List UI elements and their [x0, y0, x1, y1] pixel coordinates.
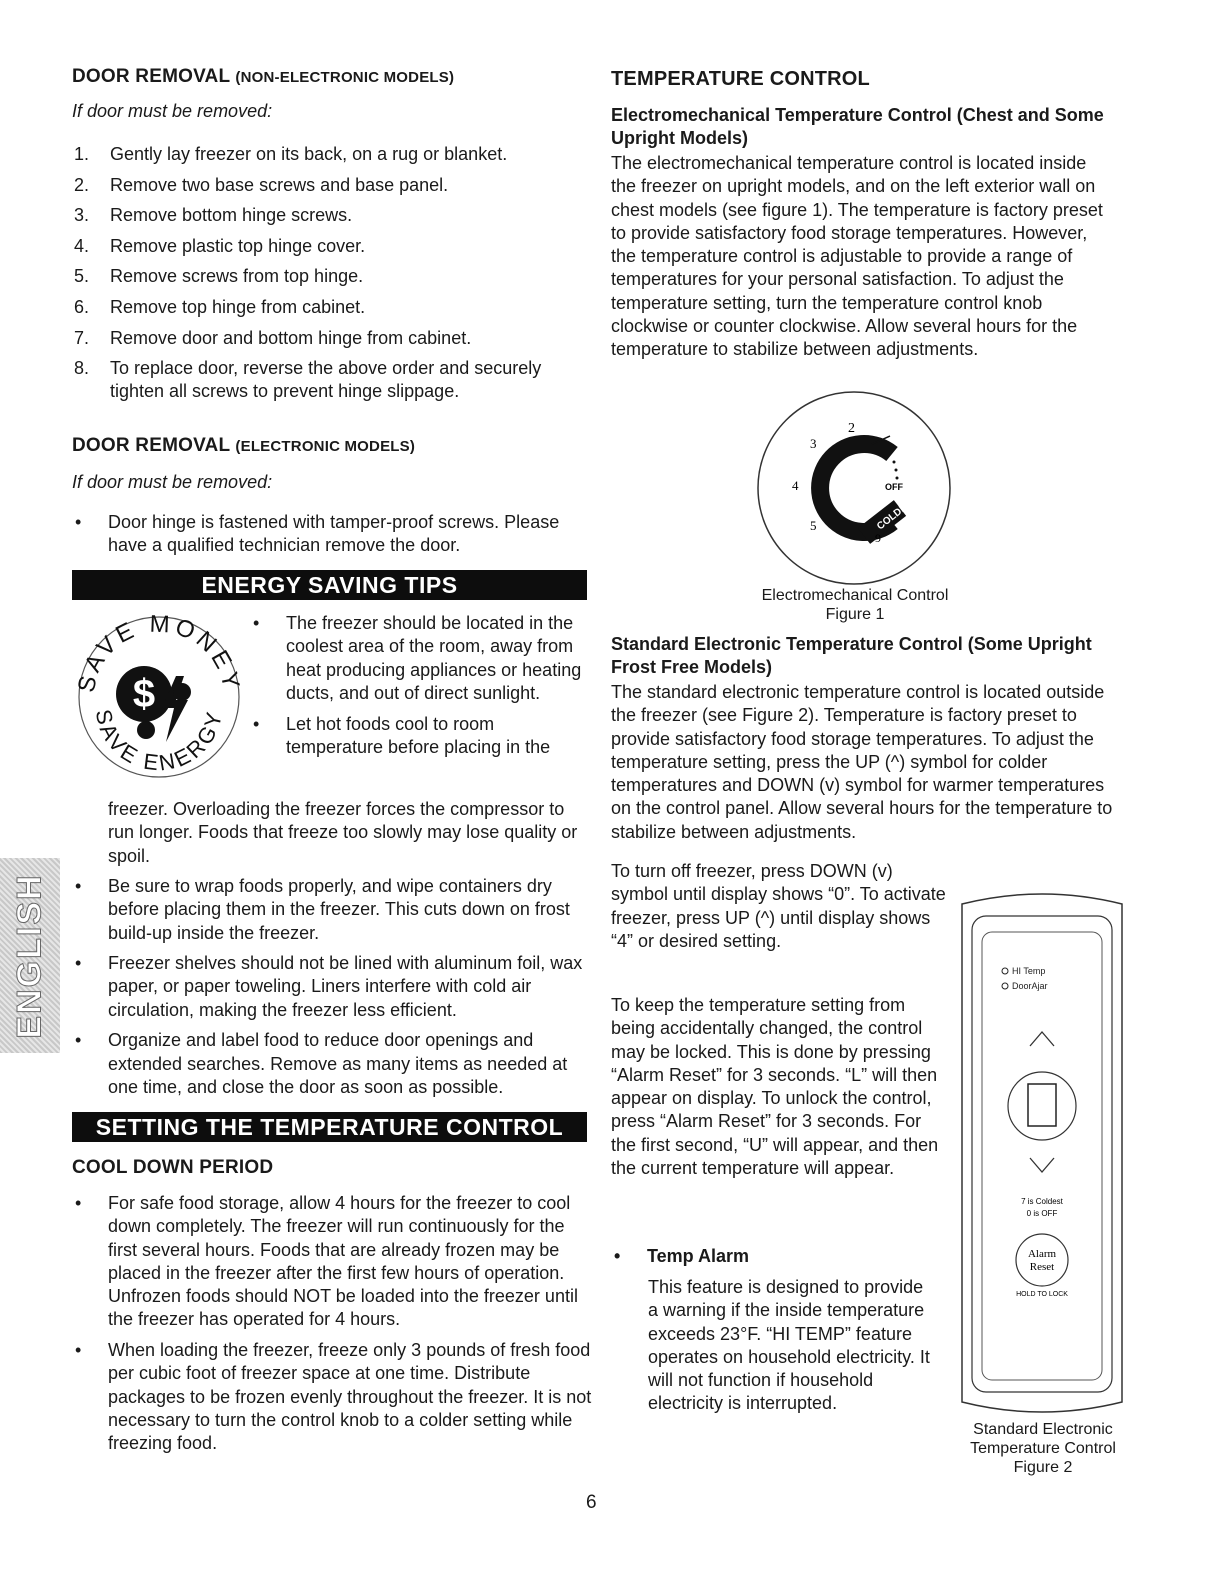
energy-saving-tips-banner: ENERGY SAVING TIPS	[72, 570, 587, 600]
list-item: 7. Remove door and bottom hinge from cabinet.	[74, 327, 472, 348]
standard-electronic-text: The standard electronic temperature control is located outside the freezer (see Figure 2). Temperature is factory preset to provide satisfactory food storage temperatures. To adjust the temperature setting, press the UP (^) symbol for colder temperatures and DOWN (v) symbol for warmer temperatures on the control panel. Allow several hours for the temperature to stabilize between adjustments.	[611, 682, 1113, 842]
temp-alarm-list	[611, 1245, 931, 1276]
energy-tip-continued: freezer. Overloading the freezer forces the compressor to run longer. Foods that freeze too slowly may lose quality or spoil.	[108, 799, 578, 866]
list-item: • For safe food storage, allow 4 hours for the freezer to cool down completely. The freezer will run continuously for the first several hours. Foods that are already frozen may be placed in the freezer after the first few hours of operation. Unfrozen foods should NOT be loaded into the freezer until the freezer has operated for 4 hours.	[75, 1193, 578, 1330]
temperature-dial-icon	[752, 384, 962, 594]
list-item: • Door hinge is fastened with tamper-proof screws. Please have a qualified technician remove the door.	[75, 512, 560, 556]
svg-text:SAVE ENERGY: SAVE ENERGY	[90, 707, 228, 776]
svg-text:2: 2	[848, 421, 855, 436]
control-panel-icon	[956, 888, 1128, 1418]
door-removal-subtitle: If door must be removed:	[72, 101, 273, 121]
list-item: 3. Remove bottom hinge screws.	[74, 205, 353, 226]
svg-text:5: 5	[810, 518, 817, 533]
english-side-tab: ENGLISH	[0, 858, 60, 1053]
save-money-logo	[66, 612, 252, 782]
svg-text:Alarm: Alarm	[1027, 1248, 1057, 1260]
page-number: 6	[586, 1492, 597, 1513]
door-removal-steps	[74, 143, 574, 411]
door-removal-non-electronic-title: DOOR REMOVAL (NON-ELECTRONIC MODELS)	[72, 66, 455, 87]
svg-text:$: $	[132, 672, 156, 716]
list-item: 2. Remove two base screws and base panel.	[74, 174, 449, 195]
energy-tips-bullets	[72, 875, 592, 1107]
list-item: • When loading the freezer, freeze only 3 pounds of fresh food per cubic foot of freezer space at one time. Distribute packages to be frozen evenly throughout the freezer. It is not necessary to turn the control knob to a colder setting while freezing food.	[75, 1340, 592, 1454]
svg-text:7 is Coldest: 7 is Coldest	[1021, 1197, 1063, 1206]
svg-text:OFF: OFF	[885, 482, 903, 492]
list-item: 6. Remove top hinge from cabinet.	[74, 296, 366, 317]
svg-text:3: 3	[810, 436, 817, 451]
list-item: • Temp Alarm	[614, 1246, 750, 1266]
list-item: • Organize and label food to reduce door openings and extended searches. Remove as many items as needed at one time, and close the door as soon as possible.	[75, 1030, 568, 1097]
list-item: 8. To replace door, reverse the above order and securely tighten all screws to prevent hinge slippage.	[74, 358, 542, 402]
save-money-save-energy-icon	[66, 612, 252, 782]
list-item: • Be sure to wrap foods properly, and wipe containers dry before placing them in the freezer. This cuts down on frost build-up inside the freezer.	[75, 876, 570, 943]
lock-text: To keep the temperature setting from being accidentally changed, the control may be locked. This is done by pressing “Alarm Reset” for 3 seconds. “L” will then appear on display. To unlock the control, press “Alarm Reset” for 3 seconds. For the first second, “U” will appear, and then the current temperature will appear.	[611, 995, 939, 1179]
figure2-caption: Standard Electronic Temperature Control Figure 2	[970, 1421, 1116, 1476]
list-item: 4. Remove plastic top hinge cover.	[74, 235, 366, 256]
list-item: • Let hot foods cool to room temperature before placing in the	[253, 714, 551, 758]
svg-text:COLDEST: COLDEST	[875, 494, 920, 533]
figure1-caption: Electromechanical Control Figure 1	[761, 587, 949, 623]
standard-electronic-heading: Standard Electronic Temperature Control (Some Upright Frost Free Models)	[611, 634, 1092, 678]
electromechanical-heading: Electromechanical Temperature Control (Chest and Some Upright Models)	[611, 105, 1104, 149]
electromechanical-text: The electromechanical temperature control is located inside the freezer on upright models, and on the left exterior wall on chest models (see figure 1). The temperature is factory preset to provide satisfactory food storage temperatures. However, the temperature control is adjustable to provide a range of temperatures for your personal satisfaction. To adjust the temperature setting, turn the temperature control knob clockwise or counter clockwise. Allow several hours for the temperature to stabilize between adjustments.	[611, 153, 1103, 360]
turn-off-text: To turn off freezer, press DOWN (v) symbol until display shows “0”. To activate freezer, press UP (^) until display shows “4” or desired setting.	[611, 861, 946, 951]
electromechanical-dial	[752, 384, 962, 594]
list-item: • Freezer shelves should not be lined with aluminum foil, wax paper, or paper toweling. Liners interfere with cold air circulation, making the freezer less efficient.	[75, 953, 583, 1020]
svg-text:4: 4	[792, 478, 799, 493]
svg-text:9: 9	[875, 531, 881, 545]
temp-alarm-text: This feature is designed to provide a warning if the inside temperature exceeds 23°F. “HI TEMP” feature operates on household electricity. It will not function if household electricity is interrupted.	[648, 1277, 930, 1414]
list-item: • The freezer should be located in the coolest area of the room, away from heat producing appliances or heating ducts, and out of direct sunlight.	[253, 613, 582, 703]
svg-text:HI Temp: HI Temp	[1012, 966, 1046, 976]
energy-tips-wrap-bullets	[250, 612, 588, 760]
svg-text:Reset: Reset	[1029, 1261, 1055, 1273]
svg-text:DoorAjar: DoorAjar	[1012, 981, 1048, 991]
cool-down-bullets	[72, 1192, 592, 1463]
setting-temperature-banner: SETTING THE TEMPERATURE CONTROL	[72, 1112, 587, 1142]
electronic-control-panel	[956, 888, 1128, 1418]
temperature-control-title: TEMPERATURE CONTROL	[611, 68, 870, 90]
door-removal-electronic-bullets	[72, 511, 572, 565]
svg-text:0 is OFF: 0 is OFF	[1026, 1209, 1058, 1218]
list-item: 1. Gently lay freezer on its back, on a rug or blanket.	[74, 144, 508, 164]
door-removal-electronic-subtitle: If door must be removed:	[72, 472, 273, 492]
cool-down-title: COOL DOWN PERIOD	[72, 1157, 274, 1178]
door-removal-electronic-title: DOOR REMOVAL (ELECTRONIC MODELS)	[72, 435, 416, 456]
svg-text:SAVE MONEY: SAVE MONEY	[72, 612, 246, 695]
svg-text:HOLD TO LOCK: HOLD TO LOCK	[1016, 1291, 1068, 1298]
list-item: 5. Remove screws from top hinge.	[74, 266, 364, 287]
